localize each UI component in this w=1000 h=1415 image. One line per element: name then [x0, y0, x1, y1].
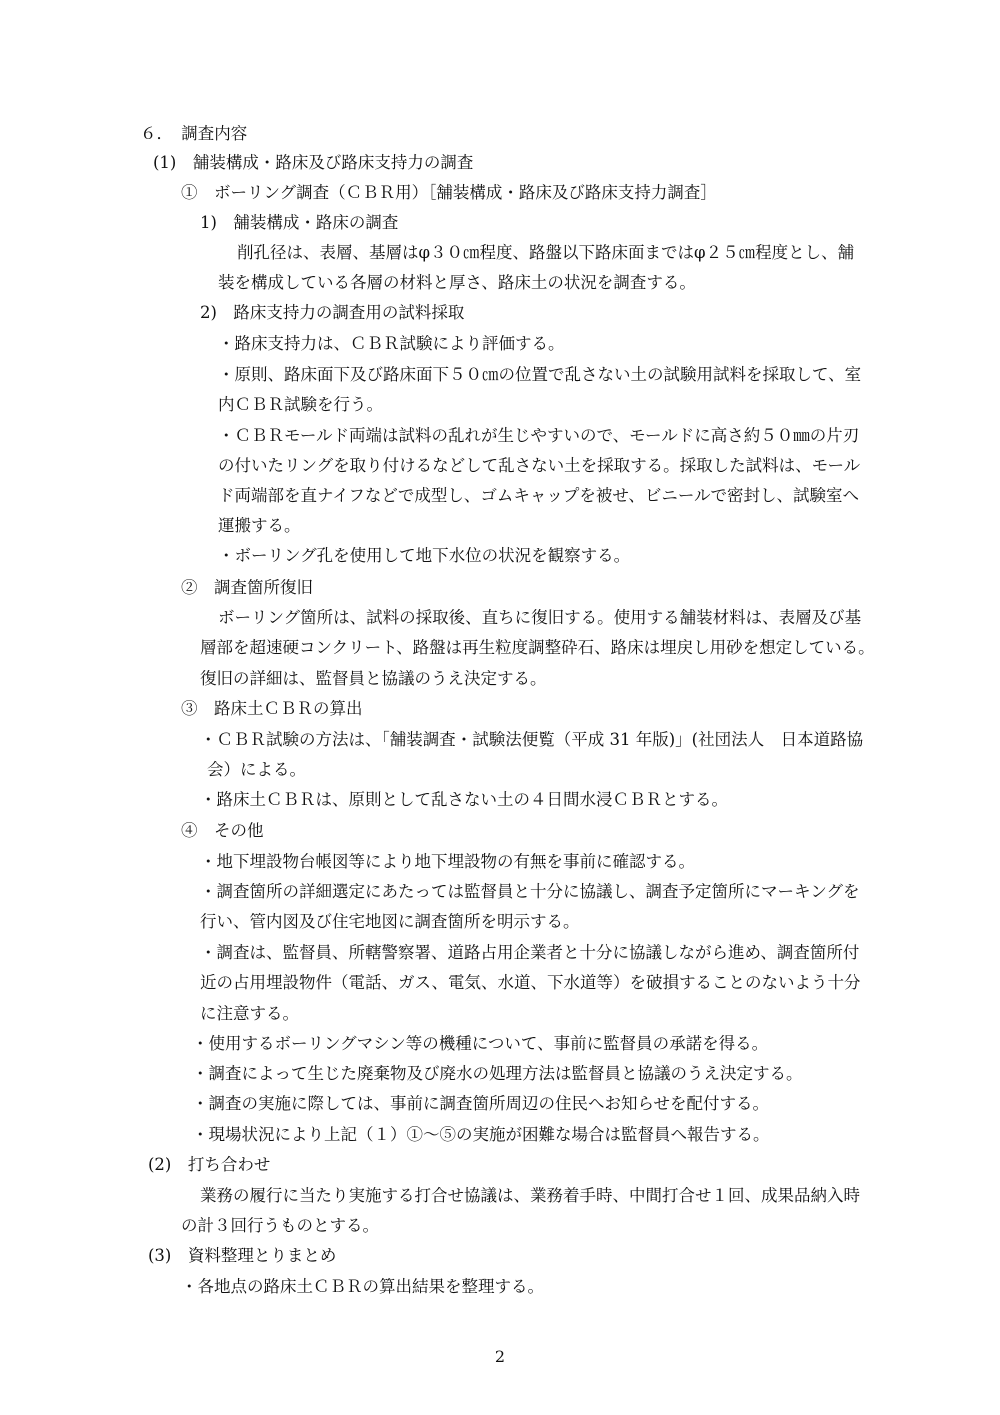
bullet-continuation: の付いたリングを取り付けるなどして乱さない土を採取する。採取した試料は、モール	[218, 456, 861, 475]
page-number: 2	[494, 1347, 506, 1366]
bullet-line: ・路床土ＣＢＲは、原則として乱さない土の４日間水浸ＣＢＲとする。	[200, 790, 728, 809]
paragraph-line: の計３回行うものとする。	[181, 1216, 379, 1235]
section-1-heading: (1) 舗装構成・路床及び路床支持力の調査	[153, 153, 474, 172]
sub-1-heading: 1) 舗装構成・路床の調査	[200, 213, 399, 232]
bullet-line: ・調査は、監督員、所轄警察署、道路占用企業者と十分に協議しながら進め、調査箇所付	[200, 943, 860, 962]
paragraph-line: 削孔径は、表層、基層はφ３０㎝程度、路盤以下路床面まではφ２５㎝程度とし、舗	[237, 243, 855, 262]
bullet-continuation: ド両端部を直ナイフなどで成型し、ゴムキャップを被せ、ビニールで密封し、試験室へ	[218, 486, 860, 505]
bullet-line: ・地下埋設物台帳図等により地下埋設物の有無を事前に確認する。	[200, 852, 695, 871]
bullet-continuation: 行い、管内図及び住宅地図に調査箇所を明示する。	[200, 912, 580, 931]
bullet-line: ・ＣＢＲ試験の方法は、「舗装調査・試験法便覧（平成 31 年版)」(社団法人 日本道路協	[200, 730, 864, 749]
paragraph-line: 業務の履行に当たり実施する打合せ協議は、業務着手時、中間打合せ１回、成果品納入時	[200, 1186, 860, 1205]
section-3-heading: (3) 資料整理とりまとめ	[148, 1246, 337, 1265]
bullet-line: ・路床支持力は、ＣＢＲ試験により評価する。	[218, 334, 565, 353]
paragraph-line: ボーリング箇所は、試料の採取後、直ちに復旧する。使用する舗装材料は、表層及び基	[218, 608, 862, 627]
bullet-continuation: 運搬する。	[218, 516, 301, 535]
bullet-line: ・調査によって生じた廃棄物及び廃水の処理方法は監督員と協議のうえ決定する。	[192, 1064, 803, 1083]
section-6-heading: ６． 調査内容	[140, 124, 248, 143]
bullet-line: ・各地点の路床土ＣＢＲの算出結果を整理する。	[181, 1277, 544, 1296]
bullet-line: ・使用するボーリングマシン等の機種について、事前に監督員の承諾を得る。	[192, 1034, 769, 1053]
bullet-continuation: 内ＣＢＲ試験を行う。	[218, 395, 383, 414]
paragraph-line: 層部を超速硬コンクリート、路盤は再生粒度調整砕石、路床は埋戻し用砂を想定している。	[200, 638, 875, 657]
paragraph-line: 復旧の詳細は、監督員と協議のうえ決定する。	[200, 669, 547, 688]
bullet-line: ・調査の実施に際しては、事前に調査箇所周辺の住民へお知らせを配付する。	[192, 1094, 770, 1113]
item-4-heading: ④ その他	[181, 821, 264, 840]
item-2-heading: ② 調査箇所復旧	[181, 578, 313, 597]
bullet-line: ・調査箇所の詳細選定にあたっては監督員と十分に協議し、調査予定箇所にマーキングを	[200, 882, 860, 901]
bullet-continuation: に注意する。	[200, 1004, 299, 1023]
bullet-continuation: 近の占用埋設物件（電話、ガス、電気、水道、下水道等）を破損することのないよう十分	[200, 973, 861, 992]
paragraph-line: 装を構成している各層の材料と厚さ、路床土の状況を調査する。	[218, 273, 696, 292]
section-2-heading: (2) 打ち合わせ	[148, 1155, 271, 1174]
bullet-line: ・ボーリング孔を使用して地下水位の状況を観察する。	[218, 546, 631, 565]
item-1-heading: ① ボーリング調査（ＣＢＲ用）［舗装構成・路床及び路床支持力調査］	[181, 183, 717, 202]
bullet-line: ・ＣＢＲモールド両端は試料の乱れが生じやすいので、モールドに高さ約５０㎜の片刃	[218, 426, 860, 445]
sub-2-heading: 2) 路床支持力の調査用の試料採取	[200, 303, 465, 322]
item-3-heading: ③ 路床土ＣＢＲの算出	[181, 699, 363, 718]
bullet-line: ・現場状況により上記（１）①～⑤の実施が困難な場合は監督員へ報告する。	[192, 1125, 770, 1144]
bullet-continuation: 会）による。	[207, 760, 306, 779]
bullet-line: ・原則、路床面下及び路床面下５０㎝の位置で乱さない土の試験用試料を採取して、室	[218, 365, 862, 384]
